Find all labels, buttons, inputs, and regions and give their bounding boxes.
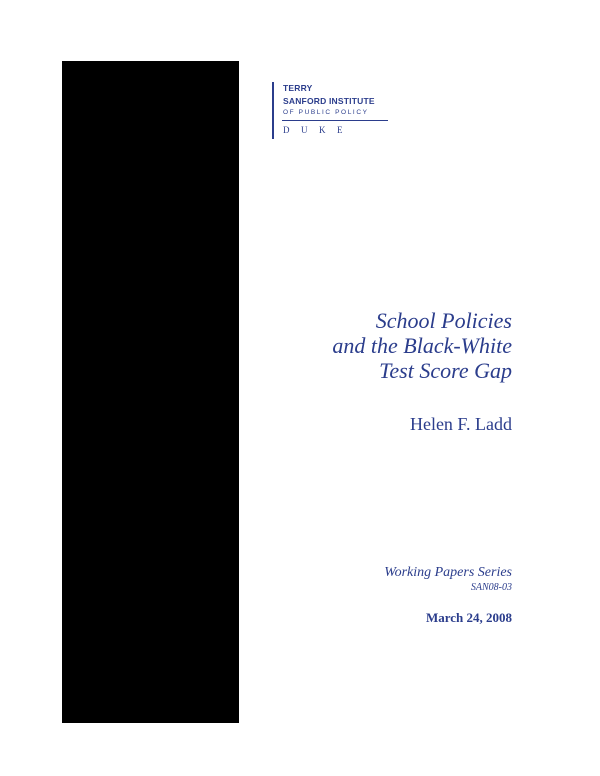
series-number: SAN08-03 <box>470 582 512 593</box>
logo-line-sanford-institute: SANFORD INSTITUTE <box>283 96 375 106</box>
title-line-1: School Policies <box>375 308 512 333</box>
logo-divider <box>282 120 388 121</box>
author-name: Helen F. Ladd <box>409 414 512 434</box>
logo-line-public-policy: OF PUBLIC POLICY <box>283 109 369 116</box>
institute-logo <box>272 82 390 140</box>
logo-vertical-rule <box>272 82 274 139</box>
series-name: Working Papers Series <box>384 565 512 580</box>
title-line-3: Test Score Gap <box>379 358 512 383</box>
paper-title <box>332 308 512 383</box>
title-line-2: and the Black-White <box>332 333 512 358</box>
cover-black-bar <box>62 61 239 723</box>
publication-date: March 24, 2008 <box>425 610 512 625</box>
logo-line-duke: DUKE <box>283 125 354 135</box>
logo-line-terry: TERRY <box>283 83 313 93</box>
